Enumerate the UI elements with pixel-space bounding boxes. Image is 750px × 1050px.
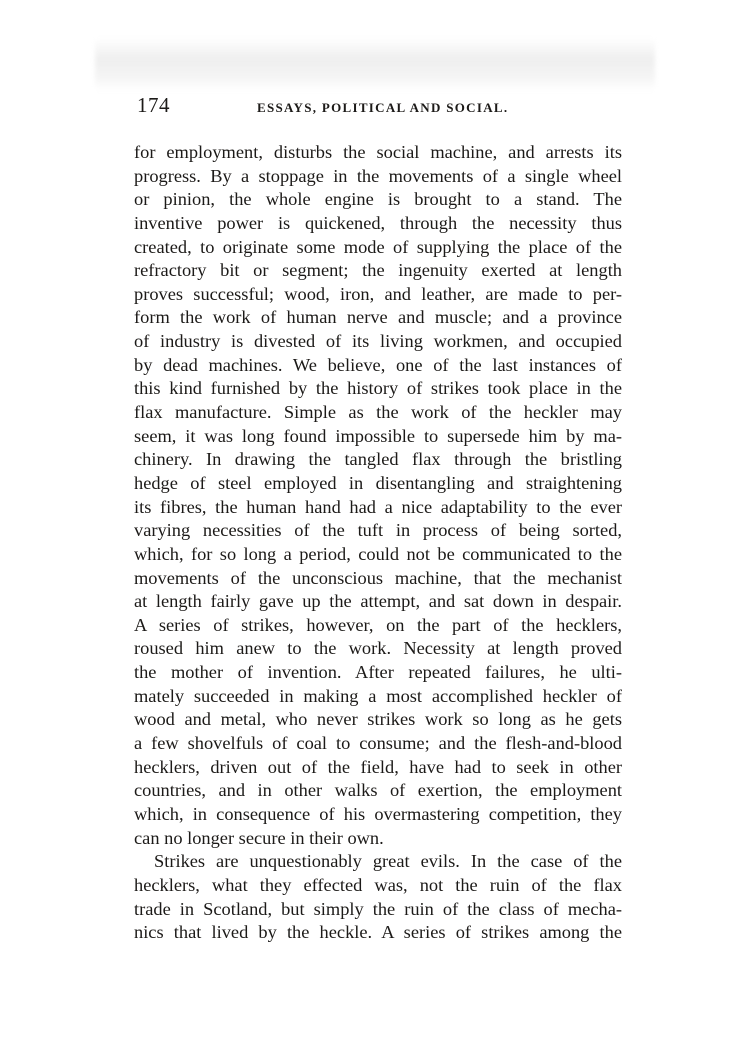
text-line: varying necessities of the tuft in process of being sorted, <box>134 520 622 541</box>
text-line: A series of strikes, however, on the part of the hecklers, <box>134 614 622 635</box>
text-line: mately succeeded in making a most accomplished heckler of <box>134 685 622 706</box>
text-line: nics that lived by the heckle. A series of strikes among the <box>134 922 622 943</box>
text-line: movements of the unconscious machine, that the mechanist <box>134 567 622 588</box>
text-line: the mother of invention. After repeated failures, he ulti- <box>134 662 622 683</box>
page-number: 174 <box>137 93 170 117</box>
paragraph-start-line: Strikes are unquestionably great evils. In the case of the <box>154 851 622 872</box>
text-line: at length fairly gave up the attempt, and sat down in despair. <box>134 591 622 612</box>
text-line: hecklers, driven out of the field, have had to seek in other <box>134 756 622 777</box>
text-line: which, for so long a period, could not be communicated to the <box>134 543 622 564</box>
text-line: flax manufacture. Simple as the work of the heckler may <box>134 402 622 423</box>
text-line: proves successful; wood, iron, and leather, are made to per- <box>134 283 622 304</box>
text-line: by dead machines. We believe, one of the last instances of <box>134 354 622 375</box>
text-line: chinery. In drawing the tangled flax through the bristling <box>134 449 622 470</box>
text-line: progress. By a stoppage in the movements of a single wheel <box>134 165 622 186</box>
text-line: or pinion, the whole engine is brought to a stand. The <box>134 189 622 210</box>
text-line: hedge of steel employed in disentangling and straightening <box>134 472 622 493</box>
running-head <box>137 93 622 123</box>
running-title: ESSAYS, POLITICAL AND SOCIAL. <box>257 100 509 115</box>
text-line: form the work of human nerve and muscle; and a province <box>134 307 622 328</box>
text-line: roused him anew to the work. Necessity at length proved <box>134 638 622 659</box>
text-line: hecklers, what they effected was, not the ruin of the flax <box>134 874 622 895</box>
text-line: inventive power is quickened, through the necessity thus <box>134 212 622 233</box>
text-line: this kind furnished by the history of strikes took place in the <box>134 378 622 399</box>
text-line: created, to originate some mode of supplying the place of the <box>134 236 622 257</box>
text-line: trade in Scotland, but simply the ruin of the class of mecha- <box>134 898 622 919</box>
text-line: refractory bit or segment; the ingenuity exerted at length <box>134 260 622 281</box>
text-line: seem, it was long found impossible to supersede him by ma- <box>134 425 622 446</box>
text-line: its fibres, the human hand had a nice adaptability to the ever <box>134 496 622 517</box>
show-through-smudge <box>95 38 655 90</box>
text-line: of industry is divested of its living workmen, and occupied <box>134 331 622 352</box>
body-text <box>134 141 622 945</box>
text-line: countries, and in other walks of exertion, the employment <box>134 780 622 801</box>
paragraph-end-line: can no longer secure in their own. <box>134 827 384 848</box>
text-line: a few shovelfuls of coal to consume; and the flesh-and-blood <box>134 733 622 754</box>
text-line: wood and metal, who never strikes work so long as he gets <box>134 709 622 730</box>
text-line: for employment, disturbs the social machine, and arrests its <box>134 142 622 162</box>
text-line: which, in consequence of his overmastering competition, they <box>134 803 622 824</box>
